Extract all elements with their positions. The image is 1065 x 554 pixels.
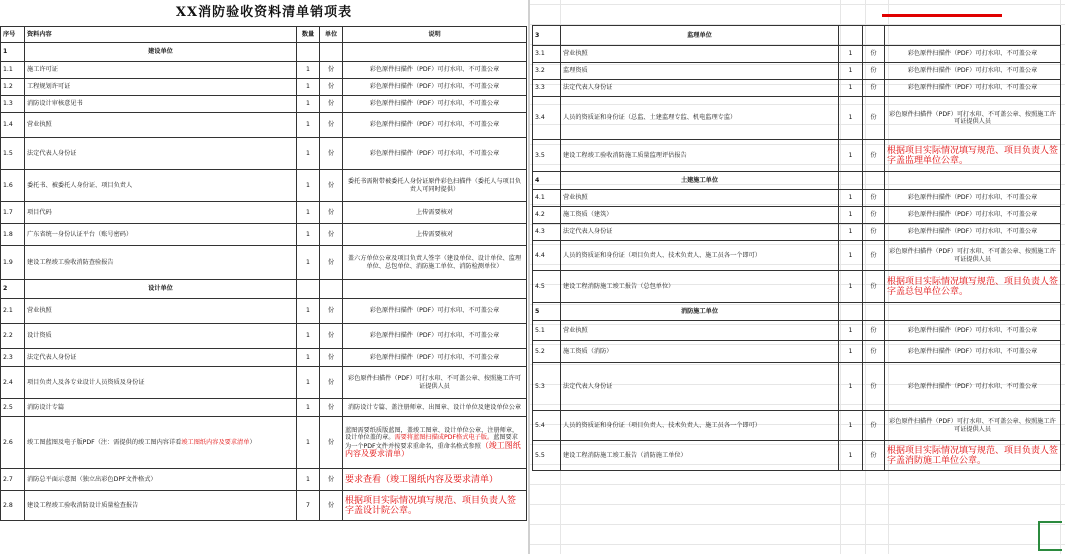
row-note: 彩色原件扫描件（PDF）可打水印、不可盖公章 [885,46,1061,63]
row-unit: 份 [863,63,885,80]
row-no: 2.5 [1,399,25,417]
row-unit: 份 [863,46,885,63]
row-qty: 1 [297,324,320,349]
row-qty: 1 [297,367,320,399]
row-unit: 份 [320,246,343,280]
empty-cell [885,303,1061,321]
gridline [530,544,1065,545]
row-qty: 1 [297,62,320,79]
header-item: 资料内容 [25,27,297,43]
row-no: 2.4 [1,367,25,399]
row-note: 彩色原件扫描件（PDF）可打水印、不可盖公章 [885,80,1061,97]
section-no: 5 [533,303,561,321]
row-unit: 份 [863,224,885,241]
row-qty: 1 [297,299,320,324]
empty-cell [320,280,343,299]
row-no: 1.1 [1,62,25,79]
row-note: 彩色原件扫描件（PDF）可打水印、不可盖公章、按照施工许可证提供人员 [885,97,1061,140]
table-row [1,367,527,399]
row-qty: 1 [839,241,863,271]
row-no: 3.2 [533,63,561,80]
table-row [1,491,527,521]
section-label: 土建施工单位 [561,172,839,190]
row-item: 营业执照 [25,299,297,324]
empty-cell [839,172,863,190]
table-row [1,399,527,417]
row-item: 建设工程消防施工竣工报告（总包单位） [561,271,839,303]
item-red-text: 竣工图纸内容及要求清单 [181,438,250,446]
section-label: 监理单位 [561,26,839,46]
row-no: 2.2 [1,324,25,349]
row-qty: 1 [839,140,863,172]
item-text: 竣工图蓝图及电子版PDF（注：需提供的竣工图内容详看 [27,438,182,446]
row-qty: 1 [839,46,863,63]
row-item: 法定代表人身份证 [561,224,839,241]
table-row [533,224,1061,241]
row-unit: 份 [863,441,885,471]
empty-cell [297,43,320,62]
row-note: 彩色原件扫描件（PDF）可打水印、不可盖公章 [343,79,527,96]
row-no: 3.4 [533,97,561,140]
row-item: 施工许可证 [25,62,297,79]
row-note: 彩色原件扫描件（PDF）可打水印、不可盖公章、按照施工许可证提供人员 [885,411,1061,441]
row-no: 5.2 [533,341,561,363]
header-unit: 单位 [320,27,343,43]
table-row [1,417,527,469]
row-qty: 1 [297,399,320,417]
row-item [25,417,297,469]
empty-cell [863,172,885,190]
row-qty: 1 [297,113,320,138]
row-note: 上传需要核对 [343,202,527,224]
row-no: 4.2 [533,207,561,224]
row-qty: 1 [839,97,863,140]
empty-cell [343,43,527,62]
table-row [1,349,527,367]
empty-cell [885,172,1061,190]
row-no: 1.2 [1,79,25,96]
section-no: 3 [533,26,561,46]
row-no: 2.1 [1,299,25,324]
row-no: 3.5 [533,140,561,172]
row-note: 根据项目实际情况填写规范、项目负责人签字盖设计院公章。 [343,491,527,521]
row-no: 1.4 [1,113,25,138]
table-row [533,241,1061,271]
table-row [1,79,527,96]
row-no: 5.1 [533,321,561,341]
row-note: 彩色原件扫描件（PDF）可打水印、不可盖公章 [343,299,527,324]
row-unit: 份 [863,271,885,303]
row-qty: 1 [839,271,863,303]
section-row [1,43,527,62]
row-no: 4.3 [533,224,561,241]
note-text: 蓝图需要纸质版蓝图，盖竣工图章、设计单位公章、注册师章，设计单位盖的章。 [345,426,519,442]
left-table [0,26,527,521]
row-qty: 1 [839,441,863,471]
row-item: 施工资质（建筑） [561,207,839,224]
row-unit: 份 [320,399,343,417]
row-unit: 份 [320,417,343,469]
row-item: 建设工程竣工验收消防施工质量监理评估报告 [561,140,839,172]
row-unit: 份 [320,170,343,202]
row-note: 彩色原件扫描件（PDF）可打水印、不可盖公章 [343,138,527,170]
row-note: 消防设计专篇、盖注册师章、出图章、设计单位及建设单位公章 [343,399,527,417]
row-unit: 份 [863,411,885,441]
section-label: 设计单位 [25,280,297,299]
row-qty: 1 [297,96,320,113]
row-no: 4.5 [533,271,561,303]
row-item: 建设工程消防施工竣工报告（消防施工单位） [561,441,839,471]
sheet-title: XX消防验收资料清单销项表 [175,5,353,20]
row-unit: 份 [863,140,885,172]
right-sheet [530,0,1065,554]
row-qty: 1 [297,417,320,469]
row-unit: 份 [320,79,343,96]
row-item: 工程规划许可证 [25,79,297,96]
row-no: 3.3 [533,80,561,97]
row-note: 彩色原件扫描件（PDF）可打水印、不可盖公章 [343,96,527,113]
table-row [1,113,527,138]
table-row [1,138,527,170]
row-no: 1.6 [1,170,25,202]
note-red-text: 需要将蓝图扫描成PDF格式电子版。 [394,434,494,442]
empty-cell [297,280,320,299]
section-no: 1 [1,43,25,62]
row-unit: 份 [863,321,885,341]
row-qty: 1 [839,411,863,441]
section-no: 4 [533,172,561,190]
row-qty: 1 [297,79,320,96]
empty-cell [863,303,885,321]
table-row [1,170,527,202]
gridline [530,504,1065,505]
empty-cell [343,280,527,299]
row-no: 2.7 [1,469,25,491]
section-label: 建设单位 [25,43,297,62]
row-unit: 份 [863,207,885,224]
row-note: 彩色原件扫描件（PDF）可打水印、不可盖公章、按照施工许可证提供人员 [885,241,1061,271]
row-unit: 份 [863,341,885,363]
row-note: 彩色原件扫描件（PDF）可打水印、不可盖公章 [343,62,527,79]
row-no: 1.7 [1,202,25,224]
row-item: 法定代表人身份证 [25,349,297,367]
row-no: 5.5 [533,441,561,471]
table-row [1,324,527,349]
row-qty: 1 [839,207,863,224]
table-row [533,411,1061,441]
row-note: 彩色原件扫描件（PDF）可打水印、不可盖公章 [885,341,1061,363]
header-note: 说明 [343,27,527,43]
left-sheet [0,0,528,554]
row-note: 根据项目实际情况填写规范、项目负责人签字盖消防施工单位公章。 [885,441,1061,471]
table-row [1,96,527,113]
right-table [532,25,1061,471]
row-item: 广东省统一身份认证平台（账号密码） [25,224,297,246]
table-row [533,441,1061,471]
row-item: 法定代表人身份证 [25,138,297,170]
row-note: 要求查看（竣工图纸内容及要求清单） [343,469,527,491]
row-note: 彩色原件扫描件（PDF）可打水印、不可盖公章、按照施工许可证提供人员 [343,367,527,399]
row-item: 消防设计审核意见书 [25,96,297,113]
table-row [533,341,1061,363]
row-note: 彩色原件扫描件（PDF）可打水印、不可盖公章 [343,324,527,349]
empty-cell [839,303,863,321]
row-unit: 份 [863,190,885,207]
row-note: 彩色原件扫描件（PDF）可打水印、不可盖公章 [885,224,1061,241]
section-label: 消防施工单位 [561,303,839,321]
table-row [1,202,527,224]
table-row [1,246,527,280]
row-item: 设计资质 [25,324,297,349]
section-row [533,303,1061,321]
table-row [1,299,527,324]
row-no: 1.8 [1,224,25,246]
row-note: 彩色原件扫描件（PDF）可打水印、不可盖公章 [343,113,527,138]
row-item: 消防设计专篇 [25,399,297,417]
row-no: 1.9 [1,246,25,280]
gridline [530,524,1065,525]
empty-cell [839,26,863,46]
row-qty: 1 [297,170,320,202]
table-row [533,363,1061,411]
empty-cell [863,26,885,46]
row-no: 1.3 [1,96,25,113]
row-item: 营业执照 [561,190,839,207]
row-no: 2.3 [1,349,25,367]
empty-cell [885,26,1061,46]
table-row [533,140,1061,172]
row-item: 建设工程竣工验收消防设计质量检查报告 [25,491,297,521]
row-unit: 份 [863,97,885,140]
row-item: 人员的资质证和身份证（项目负责人、技术负责人、施工员各一个即可） [561,411,839,441]
row-qty: 1 [297,224,320,246]
row-unit: 份 [320,138,343,170]
row-item: 项目代码 [25,202,297,224]
table-row [533,63,1061,80]
row-unit: 份 [320,324,343,349]
row-unit: 份 [320,202,343,224]
table-row [533,46,1061,63]
header-no: 序号 [1,27,25,43]
item-text: ） [249,438,256,446]
table-row [533,80,1061,97]
row-no: 4.4 [533,241,561,271]
row-note: 彩色原件扫描件（PDF）可打水印、不可盖公章 [885,363,1061,411]
row-no: 1.5 [1,138,25,170]
row-qty: 1 [297,246,320,280]
row-note: 彩色原件扫描件（PDF）可打水印、不可盖公章 [885,321,1061,341]
table-row [533,271,1061,303]
row-item: 监理资质 [561,63,839,80]
table-row [1,469,527,491]
row-note: 彩色原件扫描件（PDF）可打水印、不可盖公章 [885,63,1061,80]
row-qty: 1 [839,341,863,363]
section-row [1,280,527,299]
table-row [533,207,1061,224]
row-note [343,417,527,469]
row-qty: 1 [297,202,320,224]
row-unit: 份 [863,363,885,411]
section-row [533,172,1061,190]
row-qty: 1 [839,190,863,207]
row-unit: 份 [320,367,343,399]
row-no: 5.4 [533,411,561,441]
row-qty: 1 [297,469,320,491]
row-item: 人员的资质证和身份证（总监、土建监理专监、机电监理专监） [561,97,839,140]
note-text: 蓝图要求为一个PDF文件并按要求重命名，重命名格式参照 [345,434,518,450]
row-note: 盖六方单位公章及项目负责人签字（建设单位、设计单位、监理单位、总包单位、消防施工单位、消防检测单位） [343,246,527,280]
row-note: 彩色原件扫描件（PDF）可打水印、不可盖公章 [343,349,527,367]
row-no: 5.3 [533,363,561,411]
selection-cell-indicator[interactable] [1038,521,1062,551]
gridline [530,484,1065,485]
row-item: 营业执照 [561,46,839,63]
row-unit: 份 [320,299,343,324]
row-item: 项目负责人及各专业设计人员资质及身份证 [25,367,297,399]
row-item: 人员的资质证和身份证（项目负责人、技术负责人、施工员各一个即可） [561,241,839,271]
row-unit: 份 [863,80,885,97]
row-note: 委托书需附带被委托人身份证原件彩色扫描件（委托人与项目负责人可同时提供） [343,170,527,202]
row-item: 营业执照 [561,321,839,341]
row-qty: 1 [839,63,863,80]
row-unit: 份 [320,62,343,79]
row-unit: 份 [863,241,885,271]
row-item: 营业执照 [25,113,297,138]
row-qty: 1 [297,138,320,170]
row-note: 根据项目实际情况填写规范、项目负责人签字盖监理单位公章。 [885,140,1061,172]
row-qty: 1 [297,349,320,367]
row-qty: 1 [839,363,863,411]
row-unit: 份 [320,491,343,521]
row-item: 法定代表人身份证 [561,80,839,97]
row-item: 法定代表人身份证 [561,363,839,411]
table-row [533,321,1061,341]
row-unit: 份 [320,349,343,367]
clipped-red-text [882,14,1002,23]
row-note: 彩色原件扫描件（PDF）可打水印、不可盖公章 [885,207,1061,224]
row-item: 委托书、被委托人身份证、项目负责人 [25,170,297,202]
header-qty: 数量 [297,27,320,43]
row-no: 4.1 [533,190,561,207]
row-no: 2.6 [1,417,25,469]
table-row [1,62,527,79]
row-item: 消防总平面示意图（独立出彩色DPF文件格式） [25,469,297,491]
row-note: 根据项目实际情况填写规范、项目负责人签字盖总包单位公章。 [885,271,1061,303]
section-row [533,26,1061,46]
row-no: 3.1 [533,46,561,63]
row-unit: 份 [320,113,343,138]
section-no: 2 [1,280,25,299]
row-note: 上传需要核对 [343,224,527,246]
row-unit: 份 [320,469,343,491]
header-row [1,27,527,43]
gridline [530,4,1065,5]
row-item: 施工资质（消防） [561,341,839,363]
table-row [1,224,527,246]
row-unit: 份 [320,96,343,113]
row-item: 建设工程竣工验收消防查验报告 [25,246,297,280]
row-unit: 份 [320,224,343,246]
row-qty: 1 [839,321,863,341]
table-row [533,97,1061,140]
row-no: 2.8 [1,491,25,521]
row-qty: 1 [839,224,863,241]
row-qty: 1 [839,80,863,97]
row-note: 彩色原件扫描件（PDF）可打水印、不可盖公章 [885,190,1061,207]
table-row [533,190,1061,207]
row-qty: 7 [297,491,320,521]
empty-cell [320,43,343,62]
note-red-text: （竣工图纸内容及要求清单） [345,440,521,458]
